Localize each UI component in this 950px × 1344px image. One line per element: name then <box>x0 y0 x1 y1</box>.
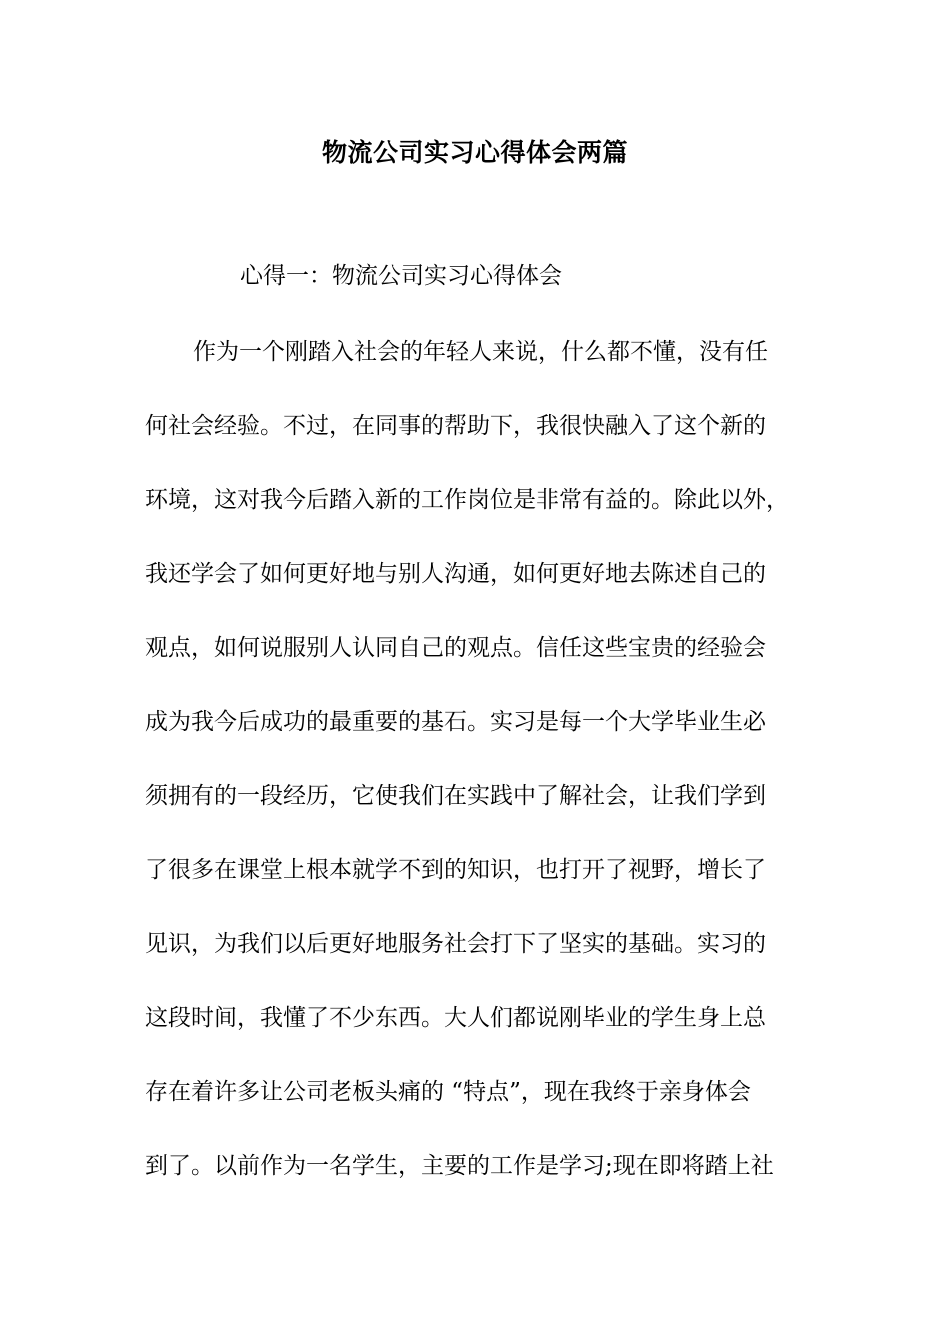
body-line: 我还学会了如何更好地与别人沟通，如何更好地去陈述自己的 <box>145 561 766 587</box>
body-line: 须拥有的一段经历，它使我们在实践中了解社会，让我们学到 <box>145 783 766 809</box>
section-heading: 心得一：物流公司实习心得体会 <box>240 263 562 289</box>
document-title: 物流公司实习心得体会两篇 <box>321 138 628 167</box>
body-line: 存在着许多让公司老板头痛的 “特点”，现在我终于亲身体会 <box>145 1079 751 1105</box>
body-line: 见识，为我们以后更好地服务社会打下了坚实的基础。实习的 <box>145 931 766 957</box>
body-line: 这段时间，我懂了不少东西。大人们都说刚毕业的学生身上总 <box>145 1005 766 1031</box>
body-line: 作为一个刚踏入社会的年轻人来说，什么都不懂，没有任 <box>193 339 768 365</box>
body-line: 到了。以前作为一名学生，主要的工作是学习;现在即将踏上社 <box>145 1153 774 1179</box>
body-line: 了很多在课堂上根本就学不到的知识，也打开了视野，增长了 <box>145 857 766 883</box>
body-line: 观点，如何说服别人认同自己的观点。信任这些宝贵的经验会 <box>145 635 766 661</box>
body-line: 环境，这对我今后踏入新的工作岗位是非常有益的。除此以外， <box>145 487 789 513</box>
body-line: 成为我今后成功的最重要的基石。实习是每一个大学毕业生必 <box>145 709 766 735</box>
body-line: 何社会经验。不过，在同事的帮助下，我很快融入了这个新的 <box>145 413 766 439</box>
